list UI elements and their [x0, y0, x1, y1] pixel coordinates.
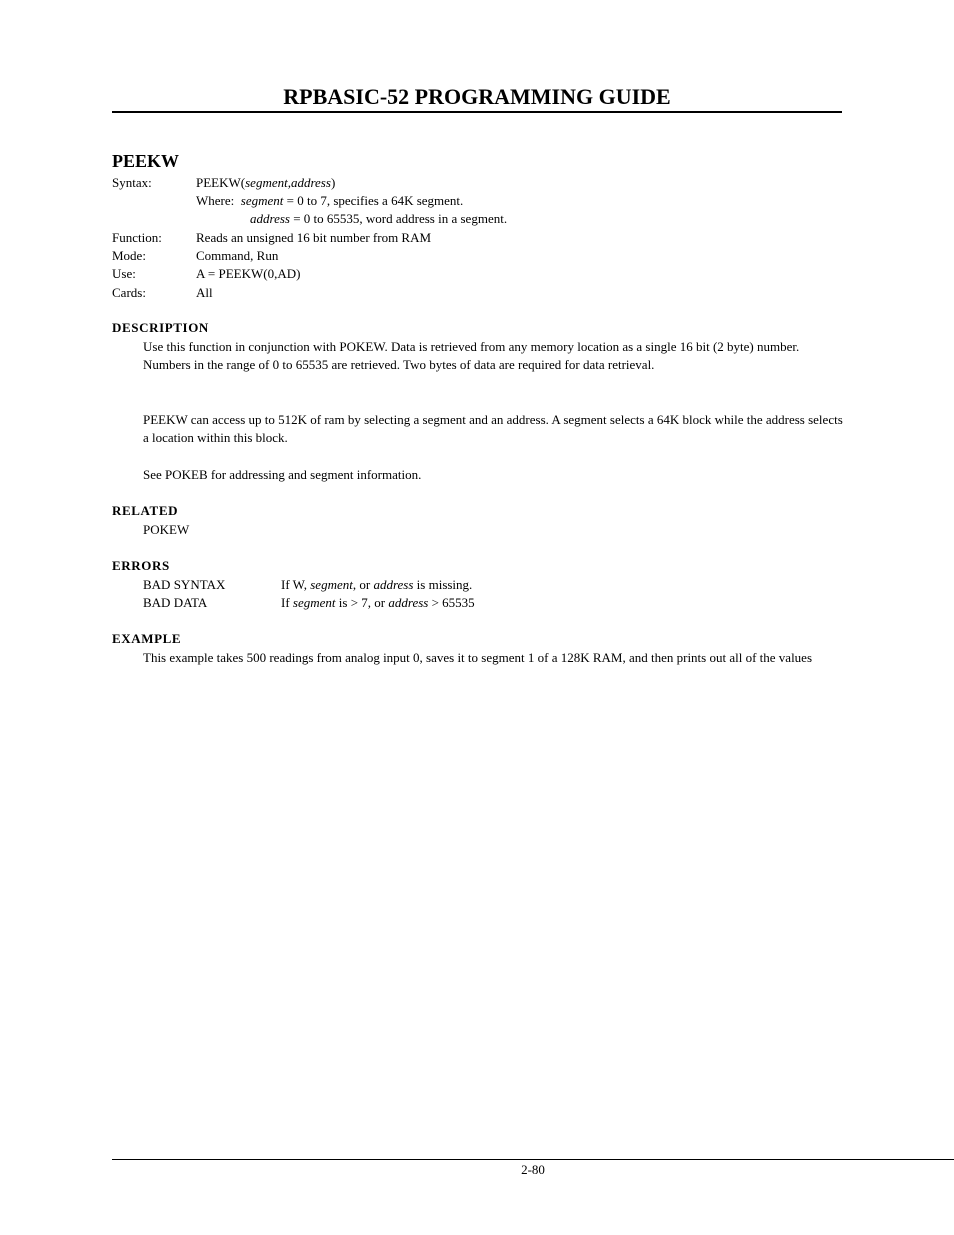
where-label: Where:: [196, 193, 235, 208]
error-text: > 65535: [428, 595, 475, 610]
use-value: A = PEEKW(0,AD): [196, 266, 301, 281]
example-heading: EXAMPLE: [112, 631, 182, 646]
errors-heading: ERRORS: [112, 558, 170, 573]
segment-desc: = 0 to 7, specifies a 64K segment.: [283, 193, 464, 208]
mode-label: Mode:: [112, 248, 146, 263]
syntax-label: Syntax:: [112, 175, 152, 190]
address-desc: = 0 to 65535, word address in a segment.: [289, 211, 508, 226]
page-header-title: RPBASIC-52 PROGRAMMING GUIDE: [283, 84, 671, 109]
cards-label: Cards:: [112, 285, 146, 300]
cards-value: All: [196, 285, 213, 300]
page-number: 2-80: [521, 1162, 545, 1177]
use-label: Use:: [112, 266, 136, 281]
syntax-where-segment: [196, 192, 463, 210]
error-text: If: [281, 595, 293, 610]
error-text: is > 7, or: [335, 595, 389, 610]
error-text: , or: [352, 577, 374, 592]
description-heading: DESCRIPTION: [112, 320, 209, 335]
function-value: Reads an unsigned 16 bit number from RAM: [196, 230, 432, 245]
error-param: address: [373, 577, 414, 592]
address-param: address: [250, 211, 290, 226]
example-text: This example takes 500 readings from analog input 0, saves it to segment 1 of a 128K RAM, and then prints out all of the values: [143, 650, 813, 665]
description-paragraph-2: PEEKW can access up to 512K of ram by selecting a segment and an address. A segment selects a 64K block while the address selects a location within this block.: [143, 412, 843, 446]
function-label: Function:: [112, 230, 162, 245]
description-paragraph-3: See POKEB for addressing and segment information.: [143, 467, 422, 482]
segment-param: segment: [240, 193, 284, 208]
related-value: POKEW: [143, 522, 190, 537]
description-paragraph-1: Use this function in conjunction with POKEW. Data is retrieved from any memory location as a single 16 bit (2 byte) number. Numbers in the range of 0 to 65535 are retrieved. Two bytes of data are required for data retrieval.: [143, 339, 800, 373]
syntax-args: segment,address: [245, 175, 331, 190]
syntax-value: [196, 174, 335, 192]
syntax-close: ): [330, 175, 336, 190]
error-name-bad-data: BAD DATA: [143, 595, 208, 610]
error-text: is missing.: [413, 577, 473, 592]
command-title: PEEKW: [112, 151, 180, 171]
header-rule: [112, 111, 842, 113]
error-desc-bad-data: [281, 594, 475, 612]
error-text: If W,: [281, 577, 311, 592]
error-param: segment: [310, 577, 353, 592]
footer-rule: [112, 1159, 954, 1160]
syntax-where-address: [250, 210, 507, 228]
mode-value: Command, Run: [196, 248, 279, 263]
error-name-bad-syntax: BAD SYNTAX: [143, 577, 226, 592]
syntax-cmd: PEEKW(: [196, 175, 246, 190]
related-heading: RELATED: [112, 503, 179, 518]
error-param: segment: [292, 595, 336, 610]
error-desc-bad-syntax: [281, 576, 472, 594]
error-param: address: [388, 595, 429, 610]
